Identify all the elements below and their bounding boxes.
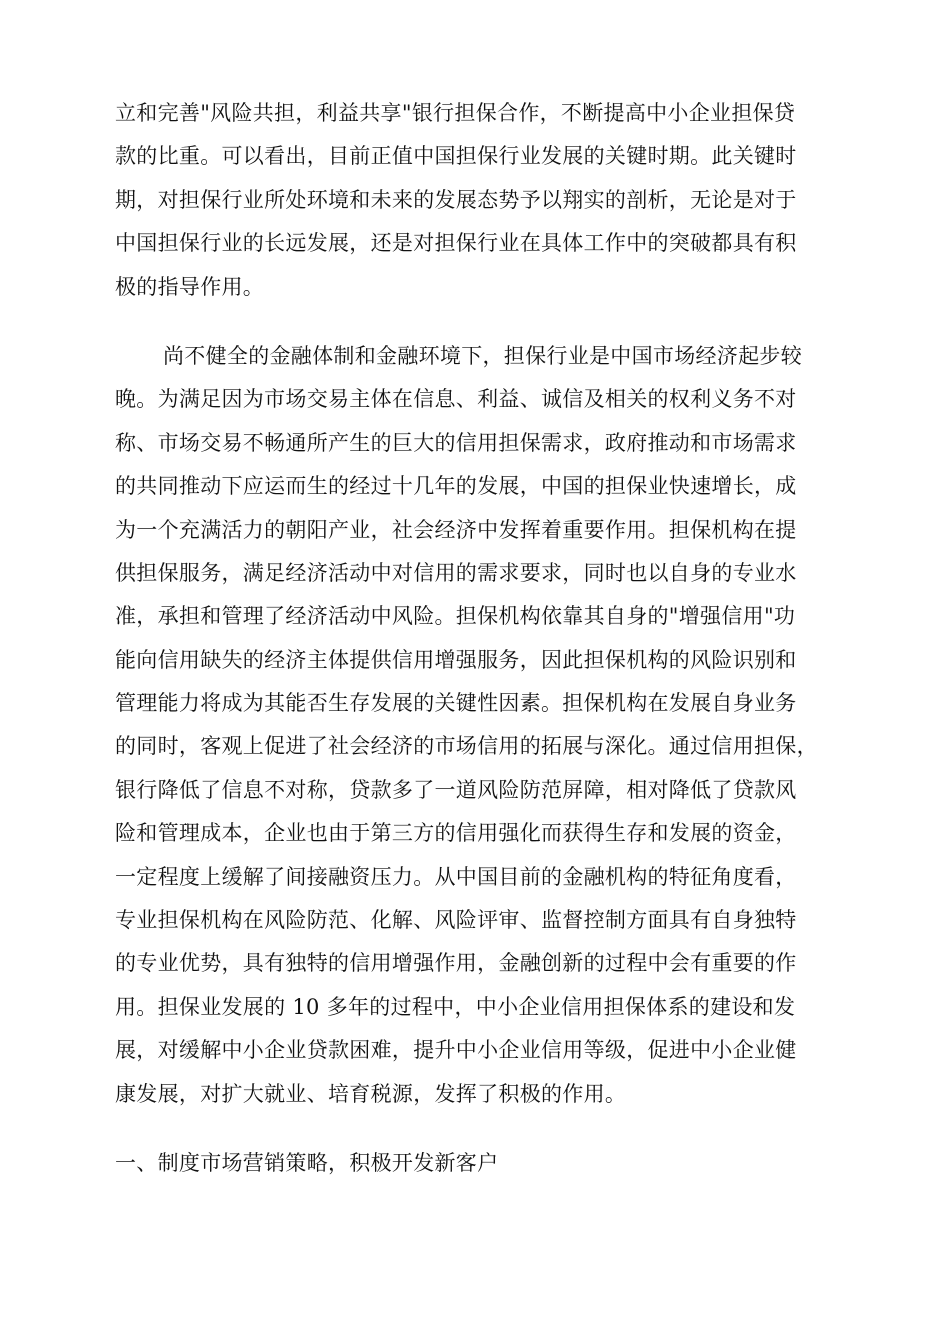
text-line: 银行降低了信息不对称，贷款多了一道风险防范屏障，相对降低了贷款风 [115,777,797,802]
text-line: 的同时，客观上促进了社会经济的市场信用的拓展与深化。通过信用担保， [115,734,818,759]
text-line: 晚。为满足因为市场交易主体在信息、利益、诚信及相关的权利义务不对 [115,387,797,412]
paragraph-2 [115,335,850,1116]
text-line: 准，承担和管理了经济活动中风险。担保机构依靠其自身的"增强信用"功 [115,604,796,629]
text-line: 中国担保行业的长远发展，还是对担保行业在具体工作中的突破都具有积 [115,231,797,256]
text-line: 的专业优势，具有独特的信用增强作用，金融创新的过程中会有重要的作 [115,951,797,976]
text-line: 能向信用缺失的经济主体提供信用增强服务，因此担保机构的风险识别和 [115,647,797,672]
text-line: 用。担保业发展的 10 多年的过程中，中小企业信用担保体系的建设和发 [115,994,796,1019]
text-line: 款的比重。可以看出，目前正值中国担保行业发展的关键时期。此关键时 [115,144,797,169]
text-line: 展，对缓解中小企业贷款困难，提升中小企业信用等级，促进中小企业健 [115,1038,797,1063]
text-line: 期，对担保行业所处环境和未来的发展态势予以翔实的剖析，无论是对于 [115,187,797,212]
section-heading [115,1142,850,1185]
text-line: 称、市场交易不畅通所产生的巨大的信用担保需求，政府推动和市场需求 [115,430,797,455]
text-line: 为一个充满活力的朝阳产业，社会经济中发挥着重要作用。担保机构在提 [115,517,797,542]
text-line: 险和管理成本，企业也由于第三方的信用强化而获得生存和发展的资金， [115,821,797,846]
document-body [115,92,850,1185]
paragraph-1 [115,92,850,309]
text-line: 专业担保机构在风险防范、化解、风险评审、监督控制方面具有自身独特 [115,908,797,933]
text-line: 极的指导作用。 [115,274,265,299]
text-line: 康发展，对扩大就业、培育税源，发挥了积极的作用。 [115,1081,627,1106]
text-line: 管理能力将成为其能否生存发展的关键性因素。担保机构在发展自身业务 [115,691,797,716]
text-line: 尚不健全的金融体制和金融环境下，担保行业是中国市场经济起步较 [163,343,802,368]
text-line: 供担保服务，满足经济活动中对信用的需求要求，同时也以自身的专业水 [115,560,797,585]
text-line: 的共同推动下应运而生的经过十几年的发展，中国的担保业快速增长，成 [115,474,797,499]
text-line: 立和完善"风险共担，利益共享"银行担保合作，不断提高中小企业担保贷 [115,101,796,125]
text-line: 一定程度上缓解了间接融资压力。从中国目前的金融机构的特征角度看， [115,864,797,889]
heading-text: 一、制度市场营销策略，积极开发新客户 [115,1150,499,1175]
